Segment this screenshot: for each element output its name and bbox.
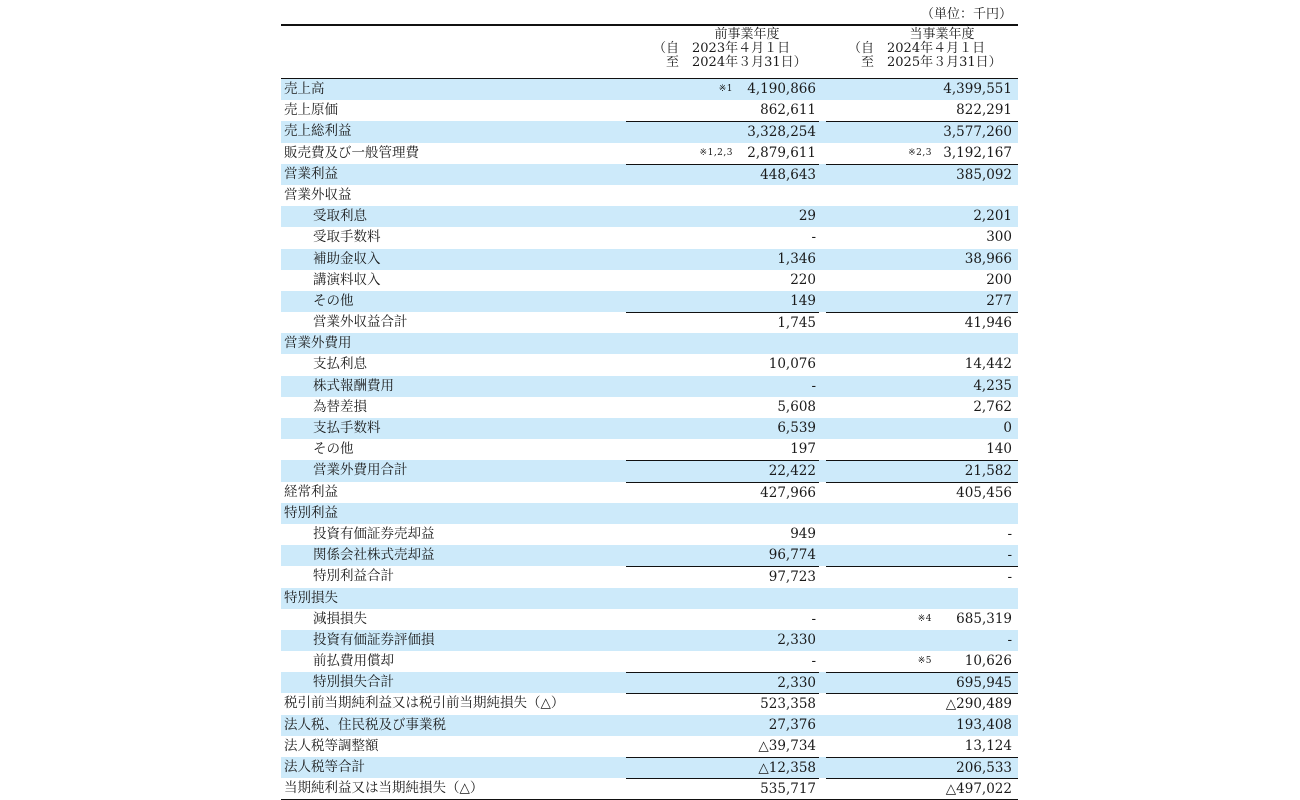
prior-year-value: 523,358 <box>760 696 816 713</box>
current-year-value: 13,124 <box>964 737 1012 754</box>
prior-year-value: 4,190,866 <box>747 81 816 97</box>
prior-year-value: 197 <box>790 441 816 458</box>
prior-year-cell <box>626 482 819 503</box>
prior-year-cell <box>626 715 819 736</box>
table-row <box>281 715 1018 736</box>
prior-year-cell <box>626 439 819 460</box>
table-row <box>281 778 1018 799</box>
row-label: 特別利益 <box>284 504 338 521</box>
prior-year-value: 862,611 <box>760 102 816 119</box>
prior-year-cell <box>626 651 819 672</box>
prior-year-cell <box>626 524 819 545</box>
current-year-title: 当事業年度 <box>909 27 975 42</box>
row-label: 減損損失 <box>313 610 367 627</box>
table-row <box>281 143 1018 164</box>
table-row <box>281 249 1018 270</box>
current-year-to: 至 2025年３月31日） <box>848 55 1002 70</box>
prior-year-cell <box>626 354 819 375</box>
prior-year-cell <box>626 588 819 609</box>
table-row <box>281 164 1018 185</box>
prior-year-cell <box>626 545 819 566</box>
prior-year-value: △39,734 <box>758 737 816 754</box>
prior-year-cell <box>626 143 819 164</box>
prior-year-title: 前事業年度 <box>714 27 780 42</box>
row-label: 特別利益合計 <box>313 568 394 585</box>
prior-year-cell <box>626 397 819 418</box>
current-year-cell <box>826 651 1018 672</box>
row-label: 営業外費用合計 <box>313 462 408 479</box>
current-year-value: 2,201 <box>973 208 1012 225</box>
current-year-header <box>848 28 1028 70</box>
prior-year-cell <box>626 460 819 481</box>
prior-year-cell <box>626 376 819 397</box>
current-year-cell <box>826 376 1018 397</box>
current-year-cell <box>826 333 1018 354</box>
prior-year-value: 96,774 <box>768 547 816 564</box>
current-year-cell <box>826 164 1018 185</box>
row-label: 税引前当期純利益又は税引前当期純損失（△） <box>284 695 565 712</box>
current-year-cell <box>826 397 1018 418</box>
current-year-value: 685,319 <box>956 610 1012 627</box>
current-year-value: 822,291 <box>956 102 1012 119</box>
row-label: 受取手数料 <box>313 229 381 246</box>
prior-year-cell <box>626 418 819 439</box>
table-row <box>281 524 1018 545</box>
footnote-mark: ※1,2,3 <box>699 147 733 158</box>
table-row <box>281 291 1018 312</box>
current-year-cell <box>826 503 1018 524</box>
prior-year-cell <box>626 609 819 630</box>
table-row <box>281 376 1018 397</box>
prior-year-cell <box>626 630 819 651</box>
row-label: 営業外収益合計 <box>313 314 408 331</box>
current-year-cell <box>826 757 1018 778</box>
current-year-cell <box>826 524 1018 545</box>
table-row <box>281 482 1018 503</box>
current-year-cell <box>826 418 1018 439</box>
current-year-value: 695,945 <box>956 675 1012 692</box>
current-year-cell <box>826 439 1018 460</box>
prior-year-cell <box>626 270 819 291</box>
footnote-mark: ※2,3 <box>908 147 932 158</box>
table-row <box>281 418 1018 439</box>
row-label: 営業外収益 <box>284 186 352 203</box>
table-row <box>281 651 1018 672</box>
table-row <box>281 121 1018 142</box>
table-row <box>281 566 1018 587</box>
row-label: 補助金収入 <box>313 250 381 267</box>
statement-rows <box>281 79 1018 799</box>
prior-year-value: 97,723 <box>768 569 816 586</box>
current-year-cell <box>826 778 1018 799</box>
current-year-cell <box>826 715 1018 736</box>
table-row <box>281 354 1018 375</box>
row-label: 為替差損 <box>313 398 367 415</box>
table-row <box>281 736 1018 757</box>
table-row <box>281 206 1018 227</box>
prior-year-value: 535,717 <box>760 781 816 798</box>
row-label: 販売費及び一般管理費 <box>284 144 419 161</box>
prior-year-value: 2,879,611 <box>747 144 816 161</box>
table-row <box>281 672 1018 693</box>
current-year-cell <box>826 227 1018 248</box>
prior-year-value: - <box>811 229 816 246</box>
prior-year-cell <box>626 79 819 100</box>
row-label: 売上原価 <box>284 102 338 119</box>
table-row <box>281 630 1018 651</box>
current-year-cell <box>826 630 1018 651</box>
current-year-value: 405,456 <box>956 484 1012 501</box>
prior-year-cell <box>626 672 819 693</box>
table-row <box>281 185 1018 206</box>
row-label: 営業利益 <box>284 165 338 182</box>
current-year-cell <box>826 143 1018 164</box>
current-year-value: 14,442 <box>964 356 1012 373</box>
row-label: 売上総利益 <box>284 123 352 140</box>
prior-year-value: 149 <box>790 292 816 309</box>
current-year-value: 21,582 <box>964 463 1012 480</box>
current-year-value: 277 <box>986 292 1012 309</box>
prior-year-value: 427,966 <box>760 484 816 501</box>
footnote-mark: ※4 <box>917 613 932 624</box>
current-year-cell <box>826 249 1018 270</box>
current-year-cell <box>826 609 1018 630</box>
current-year-cell <box>826 185 1018 206</box>
current-year-value: 0 <box>1003 420 1012 436</box>
current-year-value: △497,022 <box>945 781 1012 798</box>
current-year-value: 41,946 <box>964 315 1012 332</box>
row-label: 特別損失合計 <box>313 674 394 691</box>
prior-year-cell <box>626 333 819 354</box>
prior-year-cell <box>626 121 819 142</box>
current-year-value: 206,533 <box>956 760 1012 776</box>
table-row <box>281 333 1018 354</box>
row-label: 特別損失 <box>284 589 338 606</box>
current-year-value: 10,626 <box>964 653 1012 670</box>
table-row <box>281 270 1018 291</box>
prior-year-cell <box>626 291 819 312</box>
current-year-value: 193,408 <box>956 716 1012 733</box>
table-row <box>281 503 1018 524</box>
prior-year-cell <box>626 503 819 524</box>
prior-year-cell <box>626 206 819 227</box>
prior-year-value: 2,330 <box>777 631 816 648</box>
current-year-value: - <box>1007 525 1012 542</box>
prior-year-value: - <box>811 610 816 627</box>
table-row <box>281 100 1018 121</box>
row-label: 支払手数料 <box>313 420 381 436</box>
current-year-cell <box>826 206 1018 227</box>
current-year-cell <box>826 588 1018 609</box>
prior-year-value: 5,608 <box>777 398 816 415</box>
row-label: 受取利息 <box>313 208 367 225</box>
current-year-value: 4,235 <box>973 377 1012 394</box>
current-year-value: 200 <box>986 271 1012 288</box>
income-statement <box>281 0 1018 800</box>
current-year-value: 3,192,167 <box>943 144 1012 161</box>
current-year-cell <box>826 672 1018 693</box>
prior-year-value: 3,328,254 <box>747 124 816 141</box>
prior-year-value: - <box>811 653 816 670</box>
prior-year-value: 27,376 <box>768 716 816 733</box>
row-label: 法人税等合計 <box>284 759 365 775</box>
table-row <box>281 609 1018 630</box>
prior-year-value: △12,358 <box>758 760 816 776</box>
current-year-cell <box>826 312 1018 333</box>
table-row <box>281 227 1018 248</box>
current-year-value: 38,966 <box>964 250 1012 267</box>
current-year-cell <box>826 482 1018 503</box>
prior-year-cell <box>626 227 819 248</box>
current-year-cell <box>826 354 1018 375</box>
prior-year-cell <box>626 693 819 714</box>
current-year-value: - <box>1007 631 1012 648</box>
prior-year-value: 220 <box>790 271 816 288</box>
current-year-value: 4,399,551 <box>943 81 1012 97</box>
row-label: 営業外費用 <box>284 335 352 352</box>
row-label: 当期純利益又は当期純損失（△） <box>284 780 484 797</box>
current-year-cell <box>826 270 1018 291</box>
row-label: 前払費用償却 <box>313 653 394 670</box>
current-year-cell <box>826 460 1018 481</box>
table-row <box>281 460 1018 481</box>
row-label: 投資有価証券売却益 <box>313 525 435 542</box>
footnote-mark: ※5 <box>917 656 932 667</box>
current-year-from: （自 2024年４月１日 <box>848 41 986 56</box>
table-row <box>281 439 1018 460</box>
prior-year-value: 22,422 <box>768 463 816 480</box>
current-year-cell <box>826 545 1018 566</box>
prior-year-cell <box>626 100 819 121</box>
current-year-value: 2,762 <box>973 398 1012 415</box>
current-year-cell <box>826 566 1018 587</box>
prior-year-cell <box>626 185 819 206</box>
current-year-cell <box>826 121 1018 142</box>
current-year-cell <box>826 79 1018 100</box>
prior-year-value: 6,539 <box>777 420 816 436</box>
current-year-value: 300 <box>986 229 1012 246</box>
prior-year-value: 1,346 <box>777 250 816 267</box>
prior-year-from: （自 2023年４月１日 <box>653 41 791 56</box>
prior-year-cell <box>626 312 819 333</box>
prior-year-cell <box>626 249 819 270</box>
current-year-value: - <box>1007 547 1012 564</box>
current-year-value: 3,577,260 <box>943 124 1012 141</box>
row-label: 株式報酬費用 <box>313 377 394 394</box>
current-year-cell <box>826 291 1018 312</box>
row-label: 法人税等調整額 <box>284 737 379 754</box>
prior-year-cell <box>626 757 819 778</box>
prior-year-cell <box>626 566 819 587</box>
row-label: 経常利益 <box>284 483 338 500</box>
table-row <box>281 312 1018 333</box>
row-label: 売上高 <box>284 81 325 97</box>
row-label: 法人税、住民税及び事業税 <box>284 716 446 733</box>
row-label: その他 <box>313 292 354 309</box>
current-year-cell <box>826 693 1018 714</box>
row-label: 投資有価証券評価損 <box>313 631 435 648</box>
table-row <box>281 545 1018 566</box>
table-row <box>281 79 1018 100</box>
current-year-value: - <box>1007 569 1012 586</box>
unit-label: （単位：千円） <box>920 7 1012 22</box>
prior-year-value: 29 <box>798 208 816 225</box>
prior-year-value: 1,745 <box>777 315 816 332</box>
table-row <box>281 757 1018 778</box>
prior-year-value: 448,643 <box>760 166 816 183</box>
current-year-value: 385,092 <box>956 166 1012 183</box>
prior-year-value: 10,076 <box>768 356 816 373</box>
prior-year-value: 949 <box>790 525 816 542</box>
current-year-value: △290,489 <box>945 696 1012 713</box>
table-row <box>281 693 1018 714</box>
footnote-mark: ※1 <box>718 84 733 94</box>
current-year-cell <box>826 736 1018 757</box>
prior-year-header <box>653 28 833 70</box>
table-row <box>281 397 1018 418</box>
prior-year-value: - <box>811 377 816 394</box>
prior-year-cell <box>626 736 819 757</box>
current-year-cell <box>826 100 1018 121</box>
prior-year-value: 2,330 <box>777 675 816 692</box>
row-label: 支払利息 <box>313 356 367 373</box>
prior-year-to: 至 2024年３月31日） <box>653 55 807 70</box>
prior-year-cell <box>626 778 819 799</box>
current-year-value: 140 <box>986 441 1012 458</box>
prior-year-cell <box>626 164 819 185</box>
table-row <box>281 588 1018 609</box>
row-label: 関係会社株式売却益 <box>313 547 435 564</box>
row-label: その他 <box>313 441 354 458</box>
column-header <box>281 26 1018 78</box>
row-label: 講演料収入 <box>313 271 381 288</box>
